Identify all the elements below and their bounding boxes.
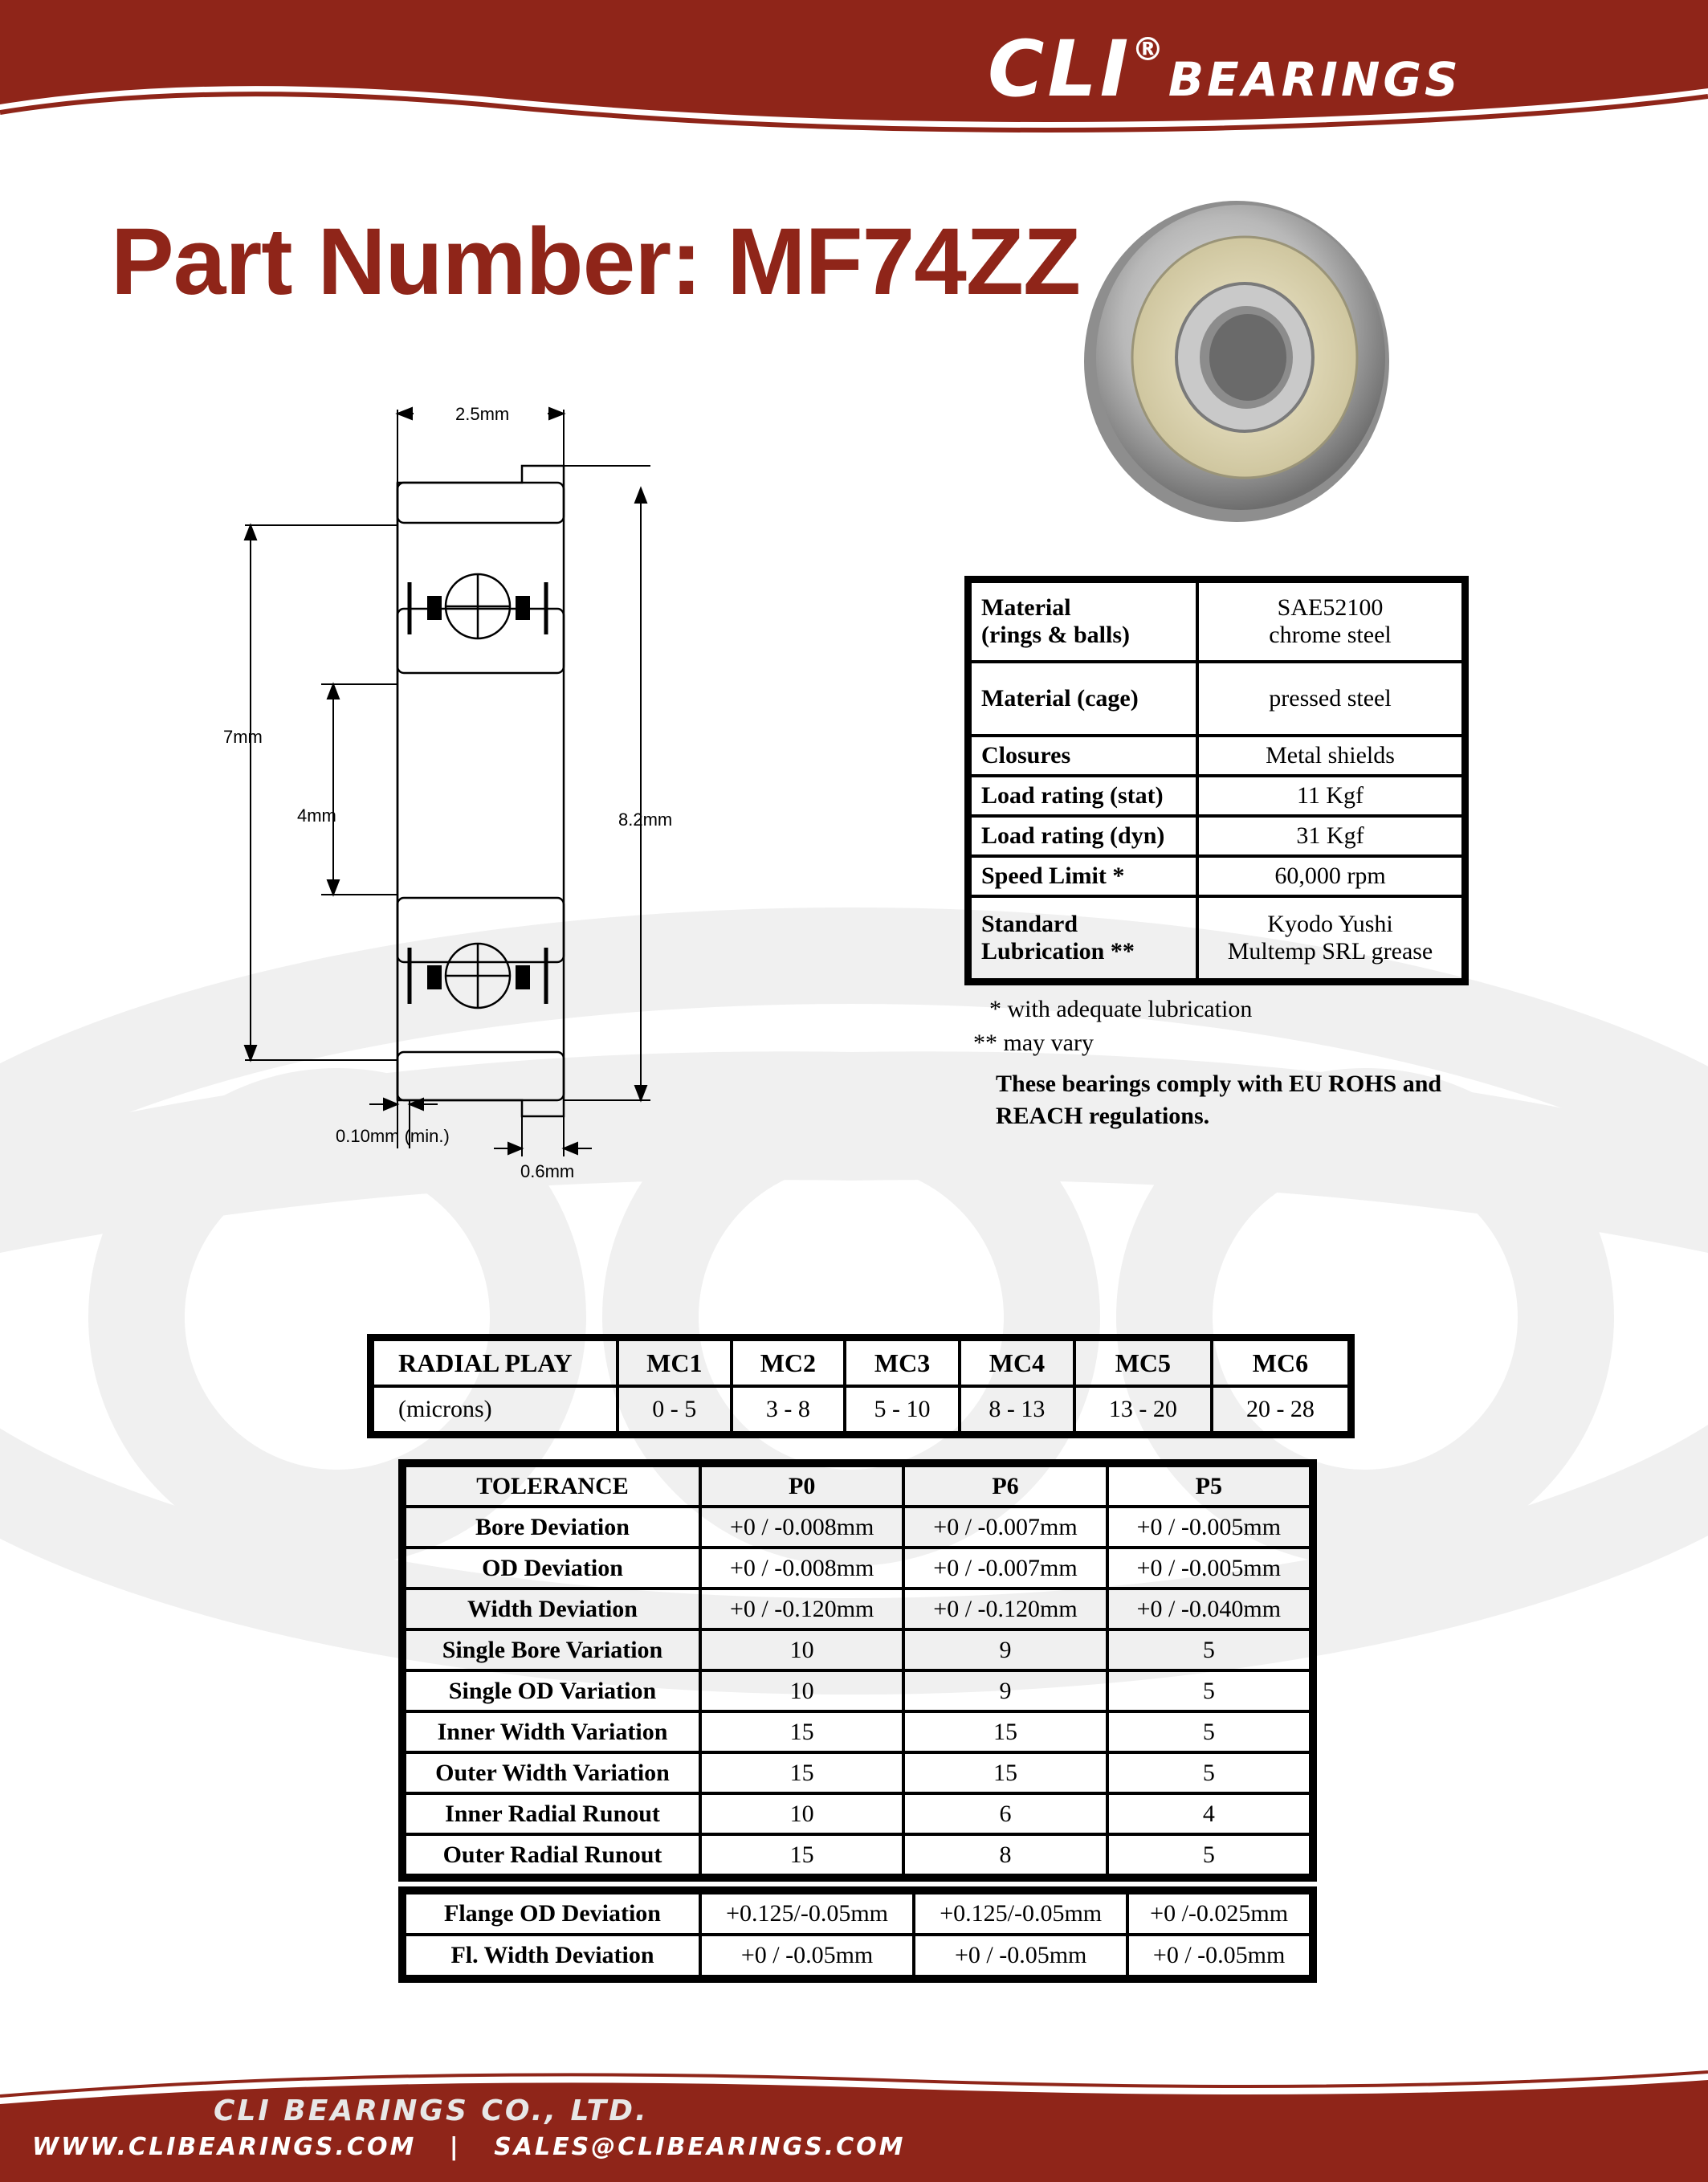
table-cell: +0 / -0.005mm [1107,1507,1311,1548]
table-cell: 3 - 8 [732,1386,846,1433]
spec-value: Kyodo Yushi Multemp SRL grease [1197,896,1463,980]
dim-outer-diameter: 7mm [223,727,263,747]
tolerance-row [405,1935,1311,1976]
table-cell: +0 /-0.025mm [1127,1893,1311,1935]
spec-row [970,816,1463,856]
bearing-drawing [217,394,699,1189]
table-cell: 5 [1107,1752,1311,1793]
table-cell: +0 / -0.005mm [1107,1548,1311,1589]
table-cell: +0 / -0.05mm [700,1935,914,1976]
tolerance-row [405,1711,1311,1752]
row-label: Outer Width Variation [405,1752,700,1793]
spec-label: Standard Lubrication ** [970,896,1197,980]
spec-label: Load rating (stat) [970,776,1197,816]
table-cell: +0 / -0.120mm [903,1589,1107,1629]
row-label: Flange OD Deviation [405,1893,700,1935]
table-cell: 0 - 5 [618,1386,732,1433]
brand-logo [988,24,1461,114]
table-cell: 15 [700,1711,903,1752]
spec-label: Speed Limit * [970,856,1197,896]
tolerance-row [405,1834,1311,1875]
footer-contact [32,2133,905,2161]
tolerance-row [405,1893,1311,1935]
spec-table [968,580,1465,981]
table-cell: 5 [1107,1834,1311,1875]
spec-row [970,856,1463,896]
table-cell: 8 [903,1834,1107,1875]
table-cell: 5 [1107,1670,1311,1711]
footnotes [973,993,1252,1060]
table-cell: 15 [903,1711,1107,1752]
row-label: OD Deviation [405,1548,700,1589]
table-cell: +0.125/-0.05mm [700,1893,914,1935]
page-title: Part Number: MF74ZZ [111,209,1081,315]
table-header-cell: MC4 [960,1340,1074,1386]
table-header-cell: TOLERANCE [405,1466,700,1507]
spec-row [970,736,1463,776]
brand-name: CLI [988,24,1132,114]
table-header-cell: MC3 [845,1340,960,1386]
tolerance-row [405,1507,1311,1548]
tolerance-row [405,1548,1311,1589]
table-header-cell: MC2 [732,1340,846,1386]
table-header-cell: RADIAL PLAY [373,1340,618,1386]
registered-mark: ® [1131,31,1164,68]
table-cell: 10 [700,1629,903,1670]
table-header-cell: MC5 [1074,1340,1212,1386]
spec-row [970,776,1463,816]
table-cell: +0 / -0.05mm [914,1935,1127,1976]
spec-row [970,662,1463,736]
spec-label: Load rating (dyn) [970,816,1197,856]
table-cell: 9 [903,1670,1107,1711]
dim-width: 2.5mm [455,404,510,424]
footer-website[interactable]: WWW.CLIBEARINGS.COM [32,2133,417,2161]
row-label: Bore Deviation [405,1507,700,1548]
row-label: Width Deviation [405,1589,700,1629]
table-cell: 8 - 13 [960,1386,1074,1433]
spec-value: 60,000 rpm [1197,856,1463,896]
table-cell: +0 / -0.120mm [700,1589,903,1629]
table-cell: 5 - 10 [845,1386,960,1433]
table-cell: 9 [903,1629,1107,1670]
spec-label: Closures [970,736,1197,776]
tolerance-table [403,1464,1312,1877]
table-cell: (microns) [373,1386,618,1433]
footer-company: CLI BEARINGS CO., LTD. [214,2094,649,2127]
table-header-cell: MC1 [618,1340,732,1386]
table-cell: 15 [700,1834,903,1875]
table-cell: 6 [903,1793,1107,1834]
row-label: Inner Radial Runout [405,1793,700,1834]
table-cell: 20 - 28 [1212,1386,1349,1433]
tolerance-row [405,1793,1311,1834]
dim-chamfer: 0.10mm (min.) [336,1126,450,1146]
footer-email[interactable]: SALES@CLIBEARINGS.COM [494,2133,906,2161]
table-header-cell: P0 [700,1466,903,1507]
table-cell: 15 [700,1752,903,1793]
spec-row [970,896,1463,980]
row-label: Outer Radial Runout [405,1834,700,1875]
table-cell: +0 / -0.040mm [1107,1589,1311,1629]
radial-play-header [373,1340,1349,1386]
tolerance-row [405,1752,1311,1793]
compliance-note: These bearings comply with EU ROHS and REACH regulations. [996,1071,1442,1129]
table-cell: +0 / -0.007mm [903,1548,1107,1589]
spec-label: Material (cage) [970,662,1197,736]
table-cell: 15 [903,1752,1107,1793]
footnote: * with adequate lubrication [989,996,1253,1022]
footnote: ** may vary [973,1030,1094,1056]
table-cell: +0 / -0.05mm [1127,1935,1311,1976]
table-cell: 4 [1107,1793,1311,1834]
tolerance-row [405,1670,1311,1711]
spec-row [970,581,1463,662]
radial-play-table [371,1338,1351,1434]
dim-flange-diameter: 8.2mm [618,810,673,830]
bearing-photo [1076,193,1397,530]
table-header-cell: MC6 [1212,1340,1349,1386]
table-cell: +0 / -0.008mm [700,1548,903,1589]
table-cell: +0.125/-0.05mm [914,1893,1127,1935]
spec-value: Metal shields [1197,736,1463,776]
spec-value: SAE52100 chrome steel [1197,581,1463,662]
tolerance-row [405,1629,1311,1670]
table-cell: 13 - 20 [1074,1386,1212,1433]
spec-value: pressed steel [1197,662,1463,736]
brand-subtitle: BEARINGS [1168,52,1461,107]
tolerance-row [405,1589,1311,1629]
spec-label: Material (rings & balls) [970,581,1197,662]
dim-flange-width: 0.6mm [520,1161,575,1181]
spec-value: 11 Kgf [1197,776,1463,816]
table-cell: +0 / -0.007mm [903,1507,1107,1548]
table-cell: +0 / -0.008mm [700,1507,903,1548]
table-header-cell: P6 [903,1466,1107,1507]
row-label: Inner Width Variation [405,1711,700,1752]
table-cell: 5 [1107,1711,1311,1752]
table-cell: 5 [1107,1629,1311,1670]
table-cell: 10 [700,1793,903,1834]
footer-separator: | [449,2133,461,2161]
table-header-cell: P5 [1107,1466,1311,1507]
table-cell: 10 [700,1670,903,1711]
flange-tolerance-table [403,1891,1312,1978]
row-label: Single OD Variation [405,1670,700,1711]
row-label: Single Bore Variation [405,1629,700,1670]
tolerance-header [405,1466,1311,1507]
radial-play-row [373,1386,1349,1433]
spec-value: 31 Kgf [1197,816,1463,856]
dim-bore: 4mm [297,806,336,826]
row-label: Fl. Width Deviation [405,1935,700,1976]
